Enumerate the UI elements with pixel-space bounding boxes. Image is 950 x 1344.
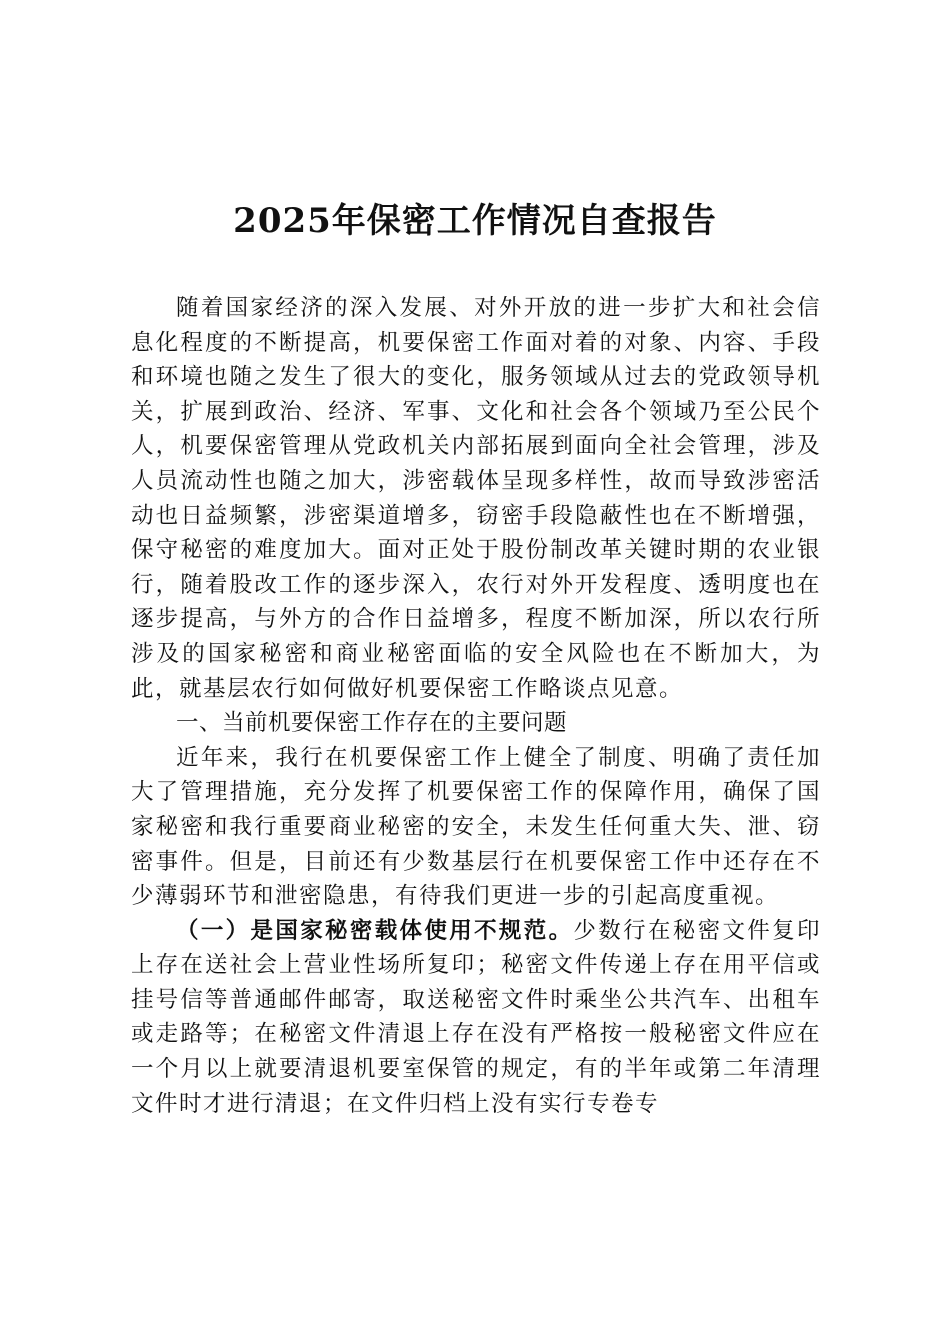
document-title: 2025年保密工作情况自查报告 <box>233 201 717 241</box>
subsection-heading: （一）是国家秘密载体使用不规范。 <box>176 917 574 944</box>
section-heading: 一、当前机要保密工作存在的主要问题 <box>176 710 568 737</box>
subsection-paragraph <box>131 914 821 1122</box>
section-paragraph: 近年来，我行在机要保密工作上健全了制度、明确了责任加大了管理措施，充分发挥了机要保密工作的保障作用，确保了国家秘密和我行重要商业秘密的安全，未发生任何重大失、泄、窃密事件。但是，目前还有少数基层行在机要保密工作中还存在不少薄弱环节和泄密隐患，有待我们更进一步的引起高度重视。 <box>131 744 821 910</box>
document-body <box>131 291 821 1121</box>
intro-paragraph: 随着国家经济的深入发展、对外开放的进一步扩大和社会信息化程度的不断提高，机要保密工作面对着的对象、内容、手段和环境也随之发生了很大的变化，服务领域从过去的党政领导机关，扩展到政治、经济、军事、文化和社会各个领域乃至公民个人，机要保密管理从党政机关内部拓展到面向全社会管理，涉及人员流动性也随之加大，涉密载体呈现多样性，故而导致涉密活动也日益频繁，涉密渠道增多，窃密手段隐蔽性也在不断增强，保守秘密的难度加大。面对正处于股份制改革关键时期的农业银行，随着股改工作的逐步深入，农行对外开发程度、透明度也在逐步提高，与外方的合作日益增多，程度不断加深，所以农行所涉及的国家秘密和商业秘密面临的安全风险也在不断加大，为此，就基层农行如何做好机要保密工作略谈点见意。 <box>131 295 821 702</box>
subsection-text: 少数行在秘密文件复印上存在送社会上营业性场所复印；秘密文件传递上存在用平信或挂号信等普通邮件邮寄，取送秘密文件时乘坐公共汽车、出租车或走路等；在秘密文件清退上存在没有严格按一般秘密文件应在一个月以上就要清退机要室保管的规定，有的半年或第二年清理文件时才进行清退；在文件归档上没有实行专卷专 <box>131 917 821 1117</box>
